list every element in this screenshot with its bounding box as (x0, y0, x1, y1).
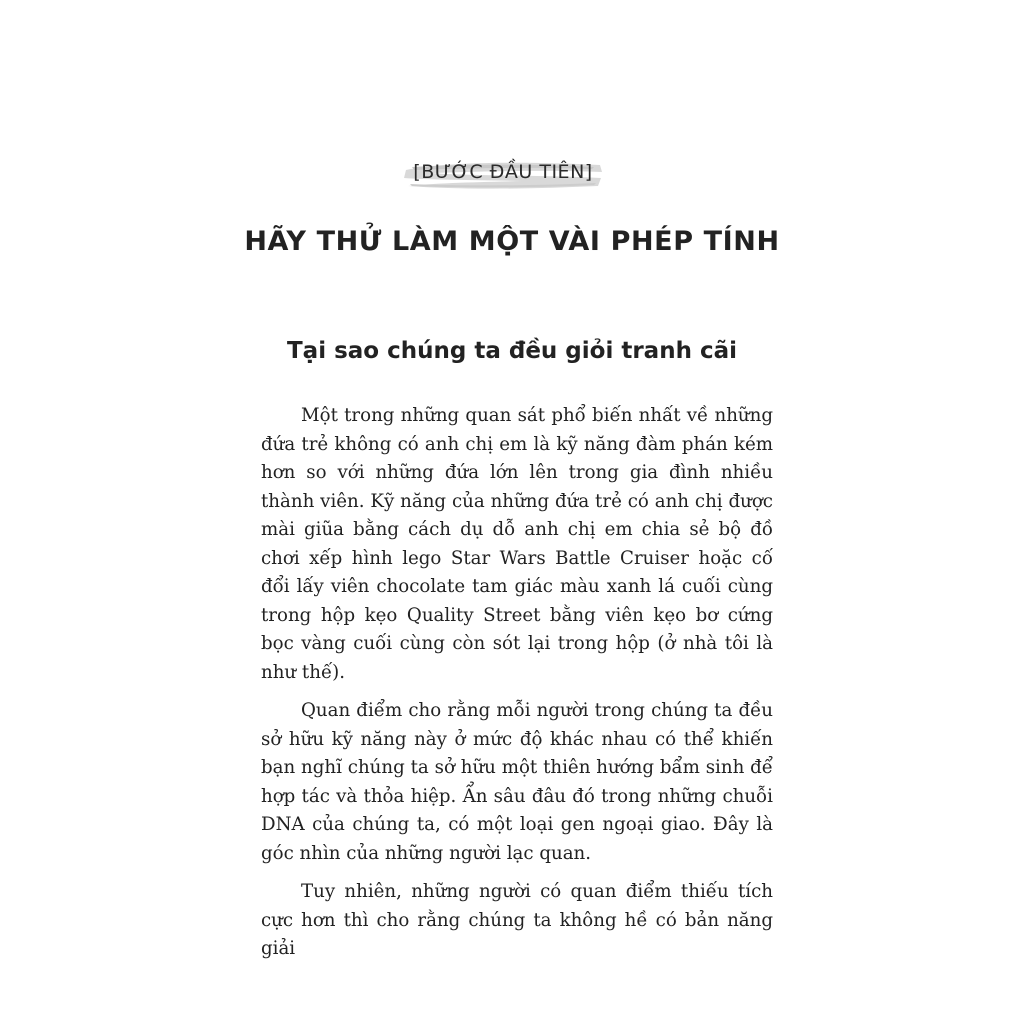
step-label-banner (402, 153, 604, 197)
paragraph: Tuy nhiên, những người có quan điểm thiếu tích cực hơn thì cho rằng chúng ta không hề có bản năng giải (261, 881, 773, 959)
body-text (261, 402, 773, 964)
section-title: Tại sao chúng ta đều giỏi tranh cãi (286, 338, 737, 364)
paragraph: Quan điểm cho rằng mỗi người trong chúng ta đều sở hữu kỹ năng này ở mức độ khác nhau có thể khiến bạn nghĩ chúng ta sở hữu một thiên hướng bẩm sinh để hợp tác và thỏa hiệp. Ẩn sâu đâu đó trong những chuỗi DNA của chúng ta, có một loại gen ngoại giao. Đây là góc nhìn của những người lạc quan. (261, 700, 773, 864)
step-label: [BƯỚC ĐẦU TIÊN] (413, 161, 593, 183)
chapter-title: HÃY THỬ LÀM MỘT VÀI PHÉP TÍNH (244, 226, 780, 257)
paragraph: Một trong những quan sát phổ biến nhất về những đứa trẻ không có anh chị em là kỹ năng đàm phán kém hơn so với những đứa lớn lên trong gia đình nhiều thành viên. Kỹ năng của những đứa trẻ có anh chị được mài giũa bằng cách dụ dỗ anh chị em chia sẻ bộ đồ chơi xếp hình lego Star Wars Battle Cruiser hoặc cố đổi lấy viên chocolate tam giác màu xanh lá cuối cùng trong hộp kẹo Quality Street bằng viên kẹo bơ cứng bọc vàng cuối cùng còn sót lại trong hộp (ở nhà tôi là như thế). (261, 405, 773, 683)
